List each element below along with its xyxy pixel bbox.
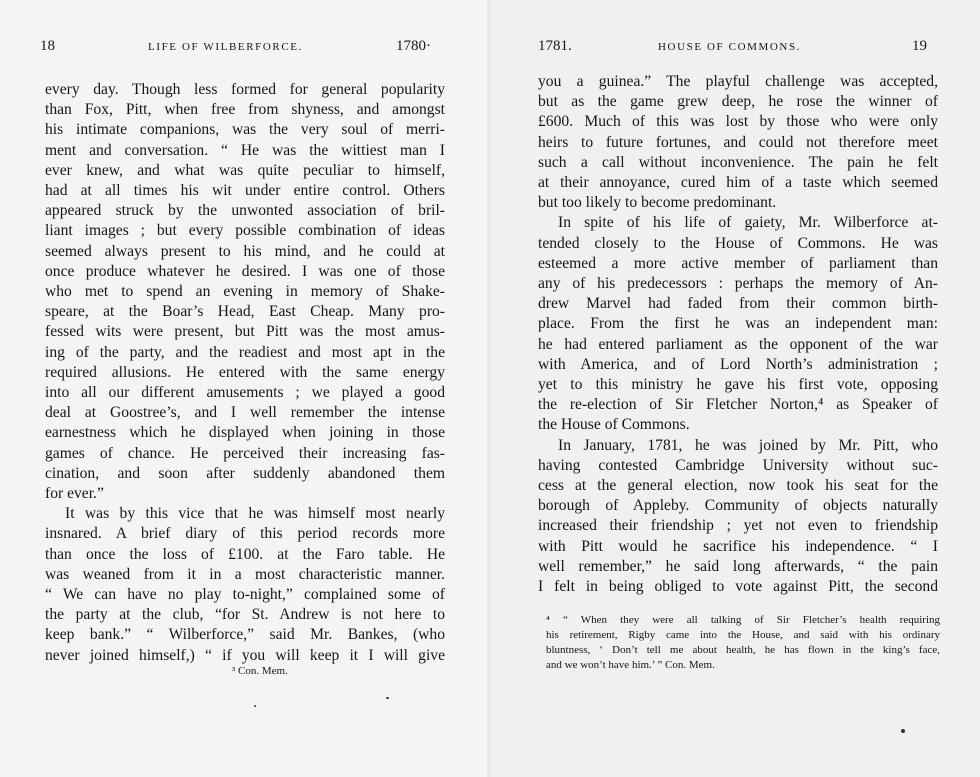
- left-footnote-text: ³ Con. Mem.: [232, 665, 288, 677]
- left-body-text-line: who met to spend an evening in memory of Shake-: [45, 283, 445, 301]
- left-body-text-line: than Fox, Pitt, when free from shyness, and amongst: [45, 101, 445, 119]
- left-body-text-line: every day. Though less formed for general popularity: [45, 81, 445, 98]
- right-page-year: 1781.: [538, 38, 572, 54]
- left-body-text-line: never joined himself,) “ if you will keep it I will give: [45, 646, 445, 664]
- right-body-text-line: I felt in being obliged to vote against Pitt, the second: [538, 578, 938, 596]
- right-page-number: 19: [912, 38, 927, 54]
- right-body-text-line: heirs to future fortunes, and could not therefore meet: [538, 133, 938, 151]
- left-body-text-line: required allusions. He entered with the same energy: [45, 363, 445, 381]
- right-footnote: [546, 613, 940, 673]
- right-footnote-line: and we won’t have him.’ ” Con. Mem.: [546, 659, 715, 671]
- left-body-text-line: was weaned from it in a most characteristic manner.: [45, 565, 445, 583]
- right-page: [490, 0, 980, 777]
- left-body-text-line: earnestness which he displayed when joining in those: [45, 424, 445, 442]
- right-body-text-line: increased their friendship ; yet not even to friendship: [538, 517, 938, 535]
- right-body-text-line: cess at the general election, now took his seat for the: [538, 477, 938, 495]
- right-body-text-line: any of his predecessors : perhaps the memory of An-: [538, 275, 938, 293]
- left-running-title: LIFE OF WILBERFORCE.: [148, 41, 303, 53]
- ink-speck: [386, 697, 389, 699]
- right-body-text-line: you a guinea.” The playful challenge was accepted,: [538, 73, 938, 90]
- left-body-text-line: once produce whatever he desired. I was one of those: [45, 262, 445, 280]
- left-body-text-line: into all our different amusements ; we played a good: [45, 384, 445, 402]
- left-body-text-line: had at all times his wit under entire control. Others: [45, 182, 445, 200]
- left-page-year: 1780·: [396, 38, 431, 54]
- right-footnote-line: bluntness, ‘ Don’t tell me about health, he has flown in the king’s face,: [546, 644, 940, 656]
- left-body-text-line: cination, and soon after suddenly abandoned them: [45, 464, 445, 482]
- right-body-text-line: well remember,” he said long afterwards, “ the pain: [538, 557, 938, 575]
- left-body-text-line: ever knew, and what was quite peculiar to himself,: [45, 161, 445, 179]
- left-page-header: [40, 38, 460, 58]
- right-footnote-line: ⁴ “ When they were all talking of Sir Fletcher’s health requiring: [546, 614, 940, 626]
- left-body-text-line: than once the loss of £100. at the Faro table. He: [45, 545, 445, 563]
- right-body-text: [538, 72, 938, 597]
- left-body-text-line: keep bank.” “ Wilberforce,” said Mr. Bankes, (who: [45, 626, 445, 644]
- right-body-text-line: esteemed a more active member of parliament than: [538, 254, 938, 272]
- right-body-text-line: but too likely to become predominant.: [538, 194, 777, 212]
- ink-speck: [901, 729, 905, 733]
- left-page-number: 18: [40, 38, 55, 54]
- left-body-text-line: deal at Goostree’s, and I well remember the intense: [45, 404, 445, 422]
- right-page-header: [538, 38, 958, 58]
- left-body-text-line: games of chance. He perceived their increasing fas-: [45, 444, 445, 462]
- right-body-text-line: the re-election of Sir Fletcher Norton,⁴ as Speaker of: [538, 396, 938, 414]
- left-body-text-line: ment and conversation. “ He was the wittiest man I: [45, 141, 445, 159]
- left-body-text-line: for ever.”: [45, 485, 104, 503]
- left-body-text-line: his intimate companions, was the very soul of merri-: [45, 121, 445, 139]
- ink-speck: [254, 705, 256, 707]
- right-body-text-line: but as the game grew deep, he rose the winner of: [538, 93, 938, 111]
- right-running-title: HOUSE OF COMMONS.: [658, 41, 802, 53]
- left-body-text-line: It was by this vice that he was himself most nearly: [65, 505, 445, 523]
- right-body-text-line: place. From the first he was an independent man:: [538, 315, 938, 333]
- right-footnote-line: his retirement, Rigby came into the House, and said with his ordinary: [546, 629, 940, 641]
- left-body-text-line: insnared. A brief diary of this period records more: [45, 525, 445, 543]
- left-body-text-line: ing of the party, and the readiest and most apt in the: [45, 343, 445, 361]
- right-body-text-line: borough of Appleby. Community of objects naturally: [538, 497, 938, 515]
- left-body-text-line: liant images ; but every possible combination of ideas: [45, 222, 445, 240]
- left-footnote: [232, 664, 288, 679]
- left-body-text: [45, 80, 445, 666]
- left-body-text-line: speare, at the Boar’s Head, East Cheap. Many pro-: [45, 303, 445, 321]
- left-body-text-line: appeared struck by the unwonted association of bril-: [45, 202, 445, 220]
- right-body-text-line: drew Marvel had faded from their common birth-: [538, 295, 938, 313]
- right-body-text-line: such a call without inconvenience. The pain he felt: [538, 153, 938, 171]
- right-body-text-line: he had entered parliament as the opponent of the war: [538, 335, 938, 353]
- right-body-text-line: £600. Much of this was lost by those who were only: [538, 113, 938, 131]
- right-body-text-line: In January, 1781, he was joined by Mr. Pitt, who: [558, 436, 938, 454]
- right-body-text-line: yet to this ministry he gave his first vote, opposing: [538, 376, 938, 394]
- right-body-text-line: the House of Commons.: [538, 416, 690, 434]
- right-body-text-line: In spite of his life of gaiety, Mr. Wilberforce at-: [558, 214, 938, 232]
- left-body-text-line: fessed wits were present, but Pitt was the most amus-: [45, 323, 445, 341]
- left-body-text-line: seemed always present to his mind, and he could at: [45, 242, 445, 260]
- right-body-text-line: tended closely to the House of Commons. He was: [538, 234, 938, 252]
- left-body-text-line: “ We can have no play to-night,” complained some of: [45, 586, 445, 604]
- left-body-text-line: the party at the club, “for St. Andrew is not here to: [45, 606, 445, 624]
- right-body-text-line: with Pitt would he sacrifice his independence. “ I: [538, 537, 938, 555]
- right-body-text-line: at their annoyance, cured him of a taste which seemed: [538, 174, 938, 192]
- right-body-text-line: having contested Cambridge University without suc-: [538, 456, 938, 474]
- right-body-text-line: with America, and of Lord North’s administration ;: [538, 355, 938, 373]
